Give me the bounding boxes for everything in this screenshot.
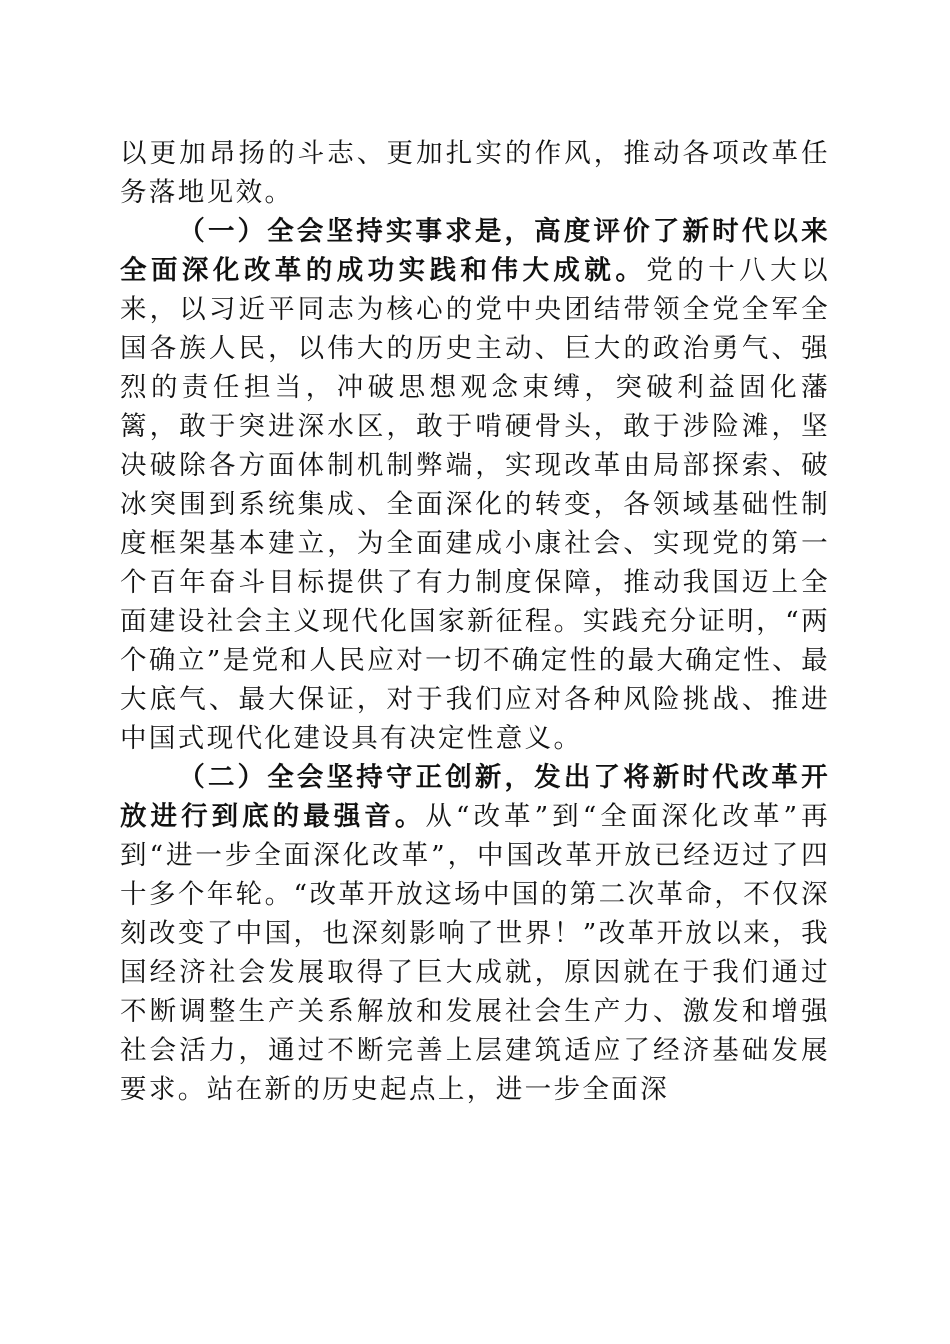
paragraph-text: 从“改革”到“全面深化改革”再到“进一步全面深化改革”，中国改革开放已经迈过了四十多个年轮。“改革开放这场中国的第二次革命，不仅深刻改变了中国，也深刻影响了世界！”改革开放以来，我国经济社会发展取得了巨大成就，原因就在于我们通过不断调整生产关系解放和发展社会生产力、激发和增强社会活力，通过不断完善上层建筑适应了经济基础发展要求。站在新的历史起点上，进一步全面深 [120,801,830,1105]
paragraph-text: 以更加昂扬的斗志、更加扎实的作风，推动各项改革任务落地见效。 [120,138,830,208]
section-heading: （一）全会坚持实事求是，高度评价了新时代以来全面深化改革的成功实践和伟大成就。 [120,216,830,286]
paragraph-section-1 [120,212,830,758]
paragraph-continuation [120,134,830,212]
paragraph-section-2 [120,758,830,1109]
document-page [120,134,830,1109]
paragraph-text: 党的十八大以来，以习近平同志为核心的党中央团结带领全党全军全国各族人民，以伟大的历史主动、巨大的政治勇气、强烈的责任担当，冲破思想观念束缚，突破利益固化藩篱，敢于突进深水区，敢于啃硬骨头，敢于涉险滩，坚决破除各方面体制机制弊端，实现改革由局部探索、破冰突围到系统集成、全面深化的转变，各领域基础性制度框架基本建立，为全面建成小康社会、实现党的第一个百年奋斗目标提供了有力制度保障，推动我国迈上全面建设社会主义现代化国家新征程。实践充分证明，“两个确立”是党和人民应对一切不确定性的最大确定性、最大底气、最大保证，对于我们应对各种风险挑战、推进中国式现代化建设具有决定性意义。 [120,255,830,754]
section-heading: （二）全会坚持守正创新，发出了将新时代改革开放进行到底的最强音。 [120,762,830,832]
